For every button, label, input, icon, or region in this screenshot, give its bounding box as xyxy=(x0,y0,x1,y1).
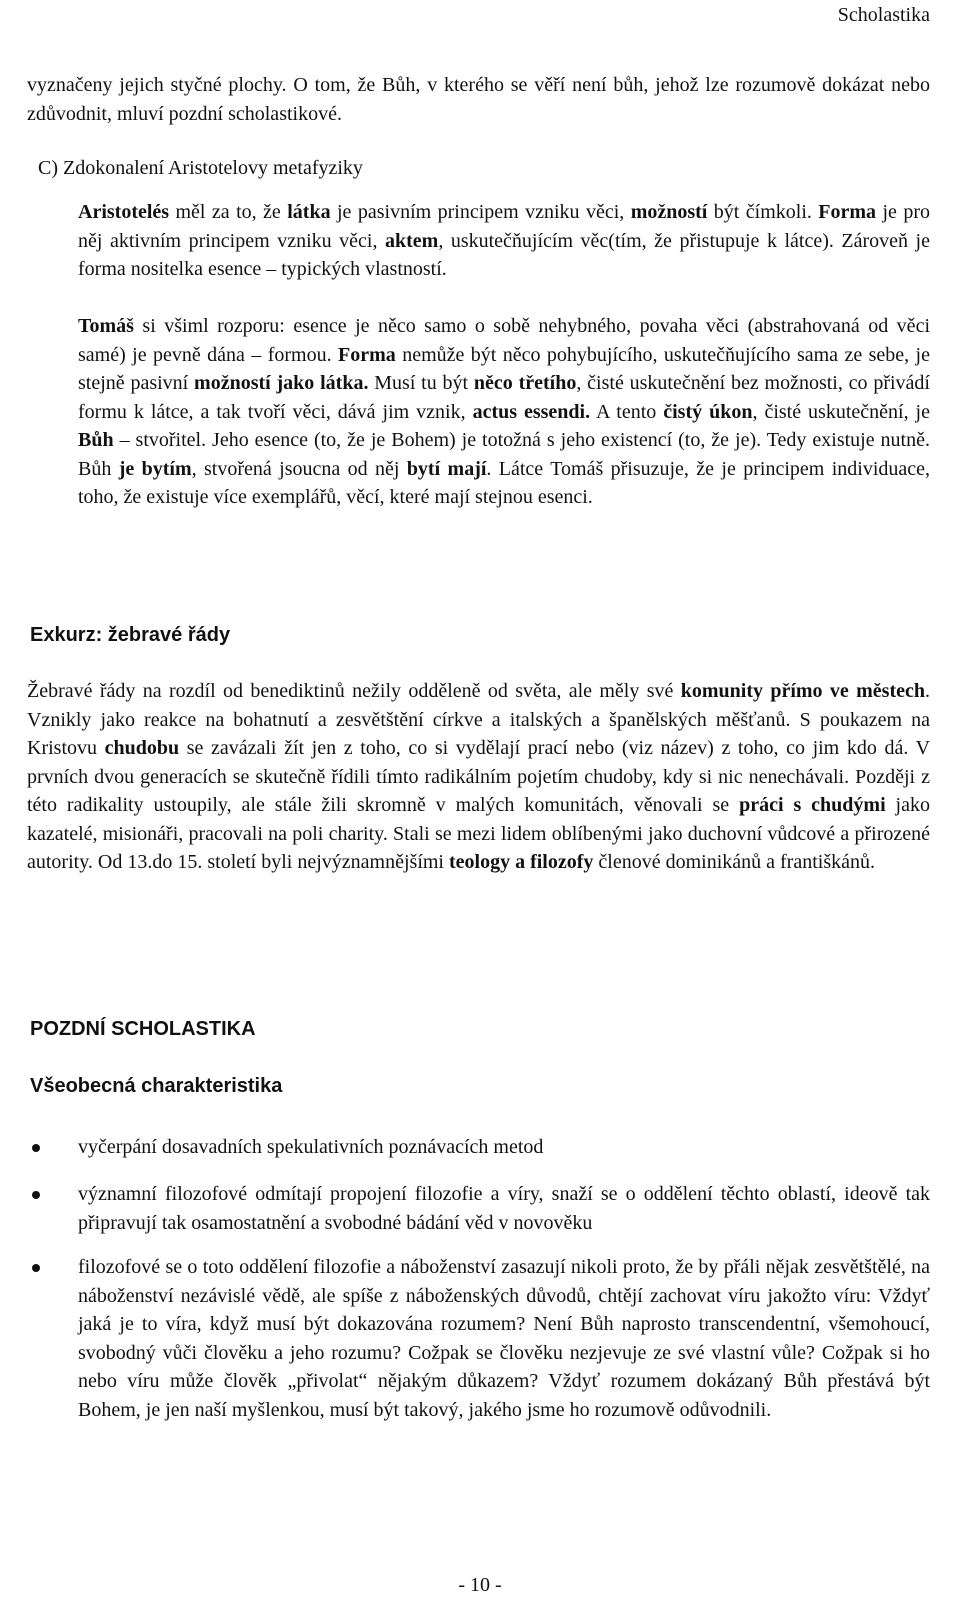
bullet-icon xyxy=(32,1264,40,1272)
bullet-icon xyxy=(32,1191,40,1199)
exkurz-paragraph: Žebravé řády na rozdíl od benediktinů nežily odděleně od světa, ale měly své komunity přímo ve městech. Vznikly jako reakce na bohatnutí a zesvětštění církve a italských a španělských měšťanů. S poukazem na Kristovu chudobu se zavázali žít jen z toho, co si vydělají prací nebo (viz název) z toho, co jim kdo dá. V prvních dvou generacích se skutečně řídili tímto radikálním pojetím chudoby, kdy si nic nenechávali. Později z této radikality ustoupily, ale stále žili skromně v malých komunitách, věnovali se práci s chudými jako kazatelé, misionáři, pracovali na poli charity. Stali se mezi lidem oblíbenými jako duchovní vůdcové a přirozené autority. Od 13.do 15. století byli nejvýznamnějšími teology a filozofy členové dominikánů a františkánů. xyxy=(27,680,931,873)
exkurz-heading: Exkurz: žebravé řády xyxy=(30,624,231,646)
vseobecna-charakteristika-heading: Všeobecná charakteristika xyxy=(30,1075,283,1097)
section-c-heading: C) Zdokonalení Aristotelovy metafyziky xyxy=(38,157,363,179)
forma-term: Forma xyxy=(818,201,877,223)
bullet-icon xyxy=(32,1144,40,1152)
aristotle-paragraph: Aristotelés měl za to, že látka je pasivním principem vzniku věci, možností být čímkoli. Forma je pro něj aktivním principem vzniku věci, aktem, uskutečňujícím věc(tím, že přistupuje k látce). Zároveň je forma nositelka esence – typických vlastností. xyxy=(78,201,930,280)
page-number: - 10 - xyxy=(458,1574,502,1596)
tomas-term: Tomáš xyxy=(78,315,134,337)
latka-term: látka xyxy=(287,201,331,223)
aristoteles-term: Aristotelés xyxy=(78,201,170,223)
akt-term: aktem xyxy=(384,229,439,252)
running-header: Scholastika xyxy=(837,4,930,26)
intro-paragraph: vyznačeny jejich styčné plochy. O tom, že Bůh, v kterého se věří není bůh, jehož lze rozumově dokázat nebo zdůvodnit, mluví pozdní scholastikové. xyxy=(27,74,930,125)
pozdni-scholastika-heading: POZDNÍ SCHOLASTIKA xyxy=(30,1018,256,1040)
moznost-term: možností xyxy=(630,201,708,223)
tomas-paragraph: Tomáš si všiml rozporu: esence je něco samo o sobě nehybného, povaha věci (abstrahovaná od věci samé) je pevně dána – formou. Forma nemůže být něco pohybujícího, uskutečňujícího sama ze sebe, je stejně pasivní možností jako látka. Musí tu být něco třetího, čisté uskutečnění bez možnosti, co přivádí formu k látce, a tak tvoří věci, dává jim vznik, actus essendi. A tento čistý úkon, čisté uskutečnění, je Bůh – stvořitel. Jeho esence (to, že je Bohem) je totožná s jeho existencí (to, že je). Tedy existuje nutně. Bůh je bytím, stvořená jsoucna od něj bytí mají. Látce Tomáš přisuzuje, že je principem individuace, toho, že existuje více exemplářů, věcí, které mají stejnou esenci. xyxy=(78,315,931,508)
